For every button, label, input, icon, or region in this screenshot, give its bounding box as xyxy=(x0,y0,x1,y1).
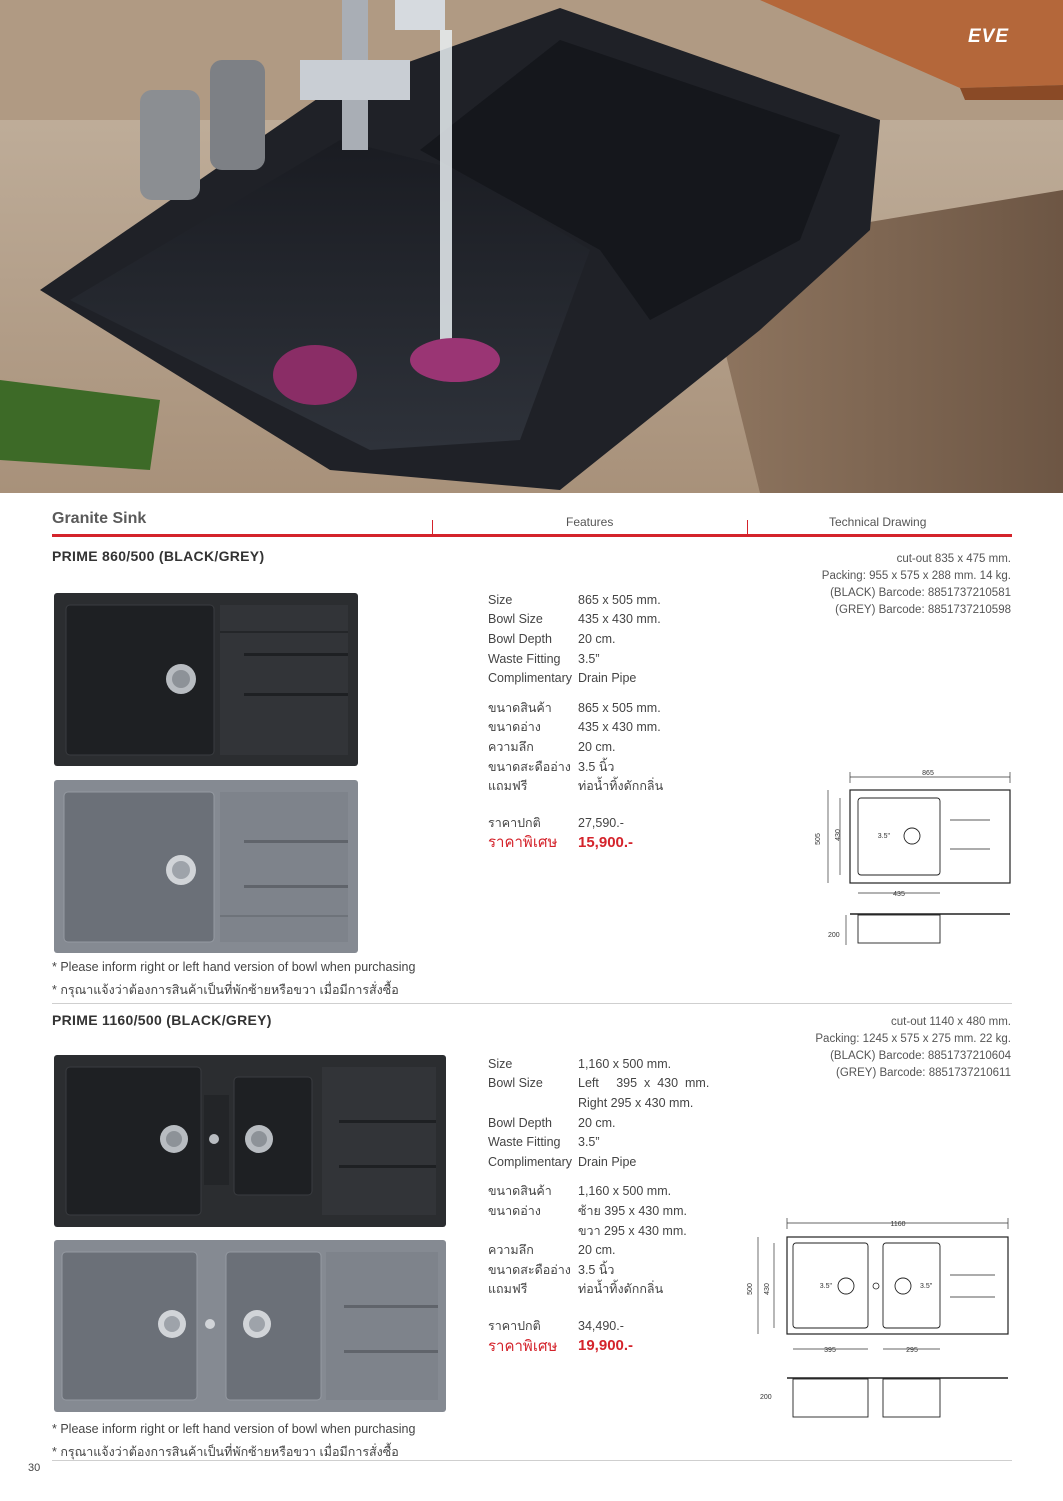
brand-logo: EVE xyxy=(967,26,1009,47)
spec-value-th: ซ้าย 395 x 430 mm. xyxy=(578,1203,687,1218)
product-name: PRIME 1160/500 (BLACK/GREY) xyxy=(52,1012,272,1028)
spec-value-th: 20 cm. xyxy=(578,739,616,754)
technical-drawing-column-label: Technical Drawing xyxy=(829,515,927,529)
accent-rule xyxy=(52,534,1012,537)
dimension-right-bowl-width: 295 xyxy=(906,1347,918,1354)
purchase-note-th: * กรุณาแจ้งว่าต้องการสินค้าเป็นที่พักซ้ายหรือขวา เมื่อมีการสั่งซื้อ xyxy=(52,983,399,997)
barcode-black: (BLACK) Barcode: 8851737210604 xyxy=(830,1050,1011,1062)
spec-value: Drain Pipe xyxy=(578,1154,637,1169)
spec-value: 3.5” xyxy=(578,651,600,666)
spec-value: Right 295 x 430 mm. xyxy=(578,1095,694,1110)
footer-rule xyxy=(52,1460,1012,1461)
spec-label: Size xyxy=(488,592,513,607)
page-number: 30 xyxy=(28,1462,41,1474)
purchase-note-en: * Please inform right or left hand version of bowl when purchasing xyxy=(52,960,416,974)
dimension-left-bowl-width: 395 xyxy=(824,1347,836,1354)
dimension-waste: 3.5" xyxy=(877,833,890,840)
spec-value-th: ท่อน้ำทิ้งดักกลิ่น xyxy=(578,779,664,794)
sink-image-black xyxy=(54,1055,446,1227)
spec-label: Bowl Size xyxy=(488,612,543,627)
spec-label-th: ขนาดสะดืออ่าง xyxy=(488,1262,571,1277)
cutout-size: cut-out 835 x 475 mm. xyxy=(896,553,1011,565)
spec-label: Size xyxy=(488,1056,513,1071)
dimension-bowl-width: 435 xyxy=(893,891,905,898)
sink-image-grey xyxy=(54,780,358,953)
spec-label: Complimentary xyxy=(488,1154,573,1169)
hero-photo xyxy=(0,0,1063,493)
spec-value-th: 435 x 430 mm. xyxy=(578,720,661,735)
sink-image-black xyxy=(54,593,358,766)
dimension-waste-right: 3.5" xyxy=(920,1283,933,1290)
dimension-overall-width: 1160 xyxy=(890,1221,906,1228)
page-title: Granite Sink xyxy=(52,510,147,527)
special-price: 19,900.- xyxy=(578,1337,634,1355)
regular-price: 34,490.- xyxy=(578,1318,624,1333)
spec-value-th: ขวา 295 x 430 mm. xyxy=(578,1223,687,1238)
dimension-height: 500 xyxy=(747,1283,754,1295)
spec-value: 435 x 430 mm. xyxy=(578,612,661,627)
spec-label-th: แถมฟรี xyxy=(488,779,528,794)
header-divider-tick xyxy=(432,520,433,534)
spec-value: 20 cm. xyxy=(578,1115,616,1130)
barcode-black: (BLACK) Barcode: 8851737210581 xyxy=(830,587,1011,599)
dimension-depth: 200 xyxy=(760,1394,772,1401)
spec-label-th: แถมฟรี xyxy=(488,1282,528,1297)
section-divider xyxy=(52,1003,1012,1004)
dimension-height: 505 xyxy=(815,833,822,845)
spec-label-th: ขนาดสินค้า xyxy=(488,1184,552,1199)
purchase-note-th: * กรุณาแจ้งว่าต้องการสินค้าเป็นที่พักซ้ายหรือขวา เมื่อมีการสั่งซื้อ xyxy=(52,1445,399,1459)
dimension-waste-left: 3.5" xyxy=(819,1283,832,1290)
dimension-overall-width: 865 xyxy=(922,770,934,777)
spec-label: Bowl Depth xyxy=(488,1115,552,1130)
spec-table xyxy=(488,590,663,852)
spec-label-th: ความลึก xyxy=(488,739,534,754)
special-price-label: ราคาพิเศษ xyxy=(488,1337,558,1355)
technical-drawing xyxy=(810,765,1015,950)
product-name: PRIME 860/500 (BLACK/GREY) xyxy=(52,548,265,564)
packing-info: Packing: 1245 x 575 x 275 mm. 22 kg. xyxy=(815,1033,1011,1045)
hero-illustration xyxy=(0,0,1063,493)
technical-drawing xyxy=(740,1215,1015,1425)
dimension-depth: 200 xyxy=(828,932,840,939)
spec-label-th: ขนาดสะดืออ่าง xyxy=(488,759,571,774)
features-column-label: Features xyxy=(566,515,614,529)
cutout-size: cut-out 1140 x 480 mm. xyxy=(891,1016,1011,1028)
spec-value-th: 3.5 นิ้ว xyxy=(578,1262,615,1277)
dimension-bowl-height: 430 xyxy=(764,1283,771,1295)
spec-label-th: ความลึก xyxy=(488,1243,534,1258)
spec-table xyxy=(488,1054,709,1355)
product-meta xyxy=(822,551,1011,619)
product-meta xyxy=(815,1014,1011,1082)
packing-info: Packing: 955 x 575 x 288 mm. 14 kg. xyxy=(821,570,1011,582)
spec-value-th: ท่อน้ำทิ้งดักกลิ่น xyxy=(578,1282,664,1297)
regular-price-label: ราคาปกติ xyxy=(488,815,541,830)
sink-image-grey xyxy=(54,1240,446,1412)
spec-value: Left 395 x 430 mm. xyxy=(578,1076,710,1091)
barcode-grey: (GREY) Barcode: 8851737210611 xyxy=(836,1067,1011,1079)
purchase-note-en: * Please inform right or left hand version of bowl when purchasing xyxy=(52,1422,416,1436)
header-divider-tick xyxy=(747,520,748,534)
spec-value: Drain Pipe xyxy=(578,671,637,686)
regular-price-label: ราคาปกติ xyxy=(488,1318,541,1333)
spec-value-th: 1,160 x 500 mm. xyxy=(578,1184,672,1199)
spec-value: 865 x 505 mm. xyxy=(578,592,661,607)
spec-value: 20 cm. xyxy=(578,631,616,646)
spec-value-th: 865 x 505 mm. xyxy=(578,700,661,715)
spec-value: 1,160 x 500 mm. xyxy=(578,1056,672,1071)
spec-label: Bowl Size xyxy=(488,1076,543,1091)
spec-label: Complimentary xyxy=(488,671,573,686)
barcode-grey: (GREY) Barcode: 8851737210598 xyxy=(835,604,1011,616)
spec-label-th: ขนาดอ่าง xyxy=(488,1203,541,1218)
dimension-bowl-height: 430 xyxy=(835,829,842,841)
spec-label: Waste Fitting xyxy=(488,651,561,666)
special-price-label: ราคาพิเศษ xyxy=(488,834,558,852)
spec-value-th: 3.5 นิ้ว xyxy=(578,759,615,774)
spec-label: Waste Fitting xyxy=(488,1135,561,1150)
spec-value-th: 20 cm. xyxy=(578,1243,616,1258)
spec-label: Bowl Depth xyxy=(488,631,552,646)
spec-label-th: ขนาดอ่าง xyxy=(488,720,541,735)
spec-value: 3.5” xyxy=(578,1135,600,1150)
special-price: 15,900.- xyxy=(578,833,634,851)
regular-price: 27,590.- xyxy=(578,815,624,830)
spec-label-th: ขนาดสินค้า xyxy=(488,700,552,715)
